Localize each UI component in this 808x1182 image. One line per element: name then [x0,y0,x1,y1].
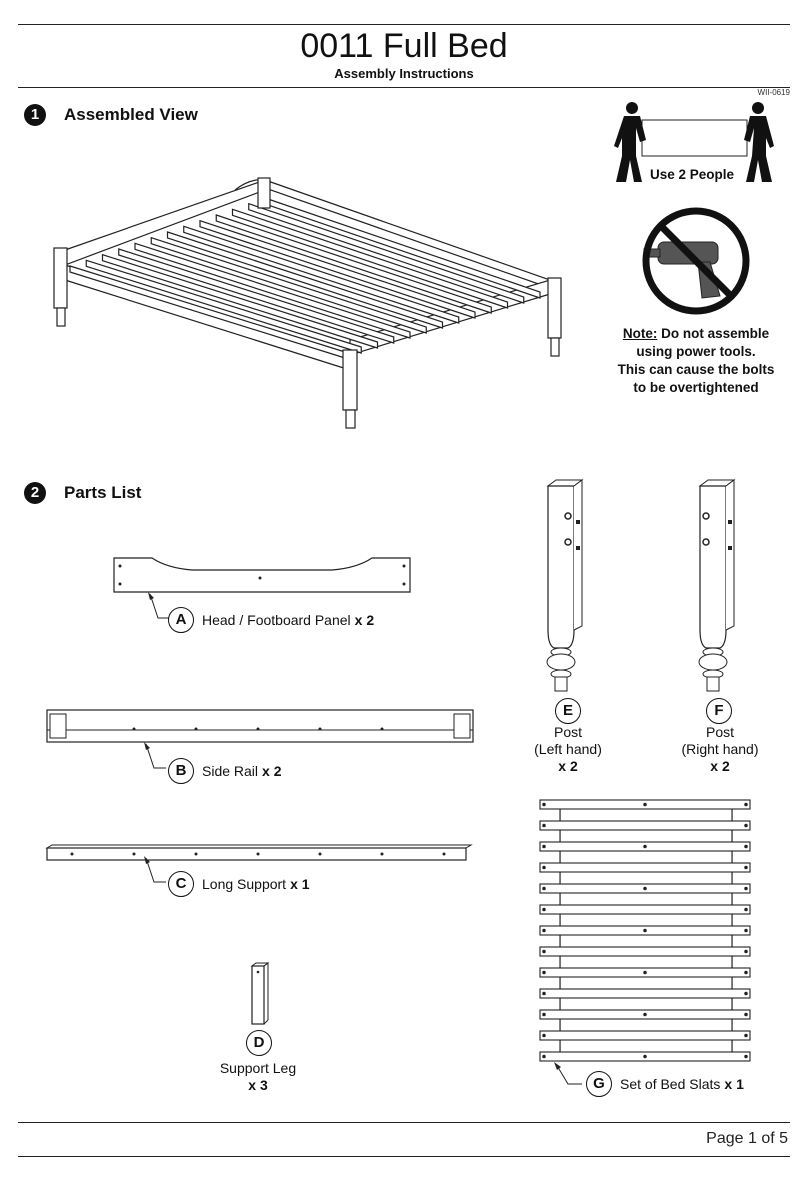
slat-hole [543,824,545,826]
part-a-panel-drawing [112,556,412,594]
part-c-long-support-drawing [46,844,472,862]
slat-hole [745,845,747,847]
footer-top-rule [18,1122,790,1123]
part-g-letter: G [586,1071,612,1097]
part-e-post-drawing [544,480,584,692]
slat-center-hole [644,803,646,805]
part-f-letter: F [706,698,732,724]
part-f-sub: (Right hand) [681,741,759,757]
part-e-label [508,724,628,775]
part-f-name: Post [705,724,734,740]
slat [540,1031,750,1040]
slat-hole [543,887,545,889]
use-2-people-label: Use 2 People [650,167,735,182]
part-b-callout [168,758,282,784]
part-g-callout [586,1071,744,1097]
part-a-letter: A [168,607,194,633]
note-text-3: This can cause the bolts [617,362,775,377]
part-g-bed-slats-drawing [538,796,754,1066]
part-a-name: Head / Footboard Panel [202,612,351,628]
no-power-drill-icon [636,206,756,316]
slat-center-hole [644,1013,646,1015]
part-e-qty: x 2 [558,758,578,774]
footer-bottom-rule [18,1156,790,1157]
slat-hole [543,866,545,868]
slat-hole [745,803,747,805]
part-g-qty: x 1 [724,1076,744,1092]
part-f-qty: x 2 [710,758,730,774]
slat [540,905,750,914]
slat-hole [745,908,747,910]
part-a-callout [168,607,374,633]
slat-hole [543,908,545,910]
step-1-title: Assembled View [64,105,198,124]
part-d-qty: x 3 [248,1077,268,1093]
document-id: WII-0619 [757,88,790,97]
slat [540,989,750,998]
slat-hole [745,1055,747,1057]
slat [540,863,750,872]
note-text-4: to be overtightened [633,380,759,395]
slat-center-hole [644,887,646,889]
slat [540,947,750,956]
part-b-qty: x 2 [262,763,282,779]
page-number: Page 1 of 5 [706,1130,788,1147]
power-tools-note [604,325,788,397]
part-c-callout [168,871,310,897]
slat-hole [745,824,747,826]
step-1-number: 1 [24,104,46,126]
slat-center-hole [644,845,646,847]
part-b-side-rail-drawing [46,708,474,744]
top-rule [18,24,790,25]
slat-hole [543,803,545,805]
note-text-1: Do not assemble [661,326,770,341]
slat-hole [543,1055,545,1057]
part-b-letter: B [168,758,194,784]
assembled-bed-illustration [40,170,580,440]
slat-hole [543,992,545,994]
header-rule [18,87,790,88]
step-2-title: Parts List [64,483,142,502]
part-d-name: Support Leg [219,1060,297,1076]
slat-hole [543,971,545,973]
slat-center-hole [644,971,646,973]
slat-hole [745,887,747,889]
part-f-label [660,724,780,775]
slat-hole [745,971,747,973]
part-d-letter: D [246,1030,272,1056]
slat-center-hole [644,1055,646,1057]
slat-hole [543,929,545,931]
part-c-name: Long Support [202,876,287,892]
step-2-number: 2 [24,482,46,504]
note-text-2: using power tools. [636,344,756,359]
slat-hole [543,1013,545,1015]
part-f-post-drawing [696,480,736,692]
part-e-letter: E [555,698,581,724]
page-title: 0011 Full Bed [300,27,508,65]
part-g-leader-arrow [554,1062,588,1092]
part-c-qty: x 1 [290,876,310,892]
slat [540,821,750,830]
slat-hole [745,1013,747,1015]
part-c-letter: C [168,871,194,897]
part-e-sub: (Left hand) [534,741,602,757]
slat-hole [543,950,545,952]
slat-hole [745,866,747,868]
part-e-name: Post [553,724,582,740]
note-label: Note: [622,326,658,341]
slat-center-hole [644,929,646,931]
part-d-label [198,1060,318,1094]
part-g-name: Set of Bed Slats [620,1076,721,1092]
part-a-qty: x 2 [354,612,375,628]
part-b-name: Side Rail [202,763,259,779]
page-subtitle: Assembly Instructions [334,66,474,81]
slat-hole [745,950,747,952]
slat-hole [745,929,747,931]
part-d-support-leg-drawing [250,962,270,1026]
slat-hole [745,1034,747,1036]
slat-hole [543,845,545,847]
slat-hole [543,1034,545,1036]
slat-hole [745,992,747,994]
